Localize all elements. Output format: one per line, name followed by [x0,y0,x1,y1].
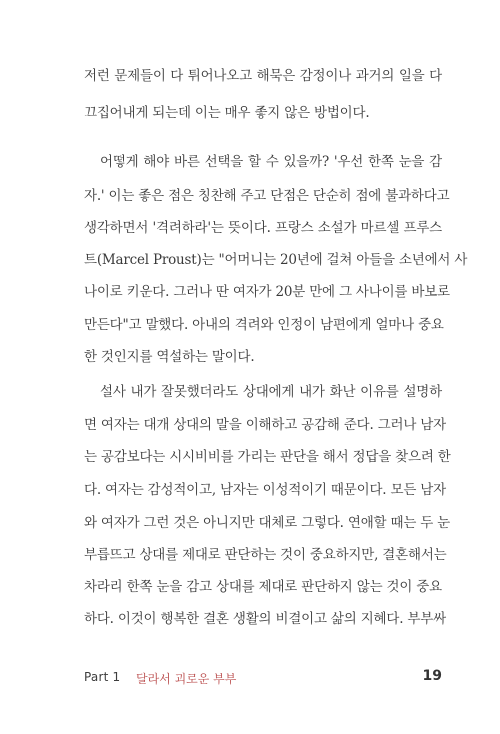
paragraph-line: 부릅뜨고 상대를 제대로 판단하는 것이 중요하지만, 결혼해서는 [84,547,447,563]
paragraph-line: 저런 문제들이 다 튀어나오고 해묵은 감정이나 과거의 일을 다 [84,68,442,84]
page-number: 19 [422,668,442,684]
paragraph-line: 와 여자가 그런 것은 아니지만 대체로 그렇다. 연애할 때는 두 눈 [84,515,451,531]
paragraph-line: 어떻게 해야 바른 선택을 할 수 있을까? '우선 한쪽 눈을 감 [100,154,442,170]
paragraph-line: 면 여자는 대개 상대의 말을 이해하고 공감해 준다. 그러나 남자 [84,417,446,433]
paragraph-line: 는 공감보다는 시시비비를 가리는 판단을 해서 정답을 찾으려 한 [84,449,451,465]
paragraph-line: 하다. 이것이 행복한 결혼 생활의 비결이고 삶의 지혜다. 부부싸 [84,611,446,627]
paragraph-line: 설사 내가 잘못했더라도 상대에게 내가 화난 이유를 설명하 [100,384,442,400]
chapter-title: 달라서 괴로운 부부 [136,672,237,686]
paragraph-line: 생각하면서 '격려하라'는 뜻이다. 프랑스 소설가 마르셀 프루스 [84,220,442,236]
paragraph-line: 차라리 한쪽 눈을 감고 상대를 제대로 판단하지 않는 것이 중요 [84,579,442,595]
paragraph-line: 한 것인지를 역설하는 말이다. [84,349,255,365]
paragraph-line: 끄집어내게 되는데 이는 매우 좋지 않은 방법이다. [84,105,370,121]
paragraph-line: 다. 여자는 감성적이고, 남자는 이성적이기 때문이다. 모든 남자 [84,482,446,498]
page-footer [84,668,442,688]
paragraph-line: 만든다"고 말했다. 아내의 격려와 인정이 남편에게 얼마나 중요 [84,317,444,333]
paragraph-line: 트(Marcel Proust)는 "어머니는 20년에 걸쳐 아들을 소년에서 사 [84,252,468,268]
paragraph-line: 자.' 이는 좋은 점은 칭찬해 주고 단점은 단순히 점에 불과하다고 [84,188,450,204]
part-label: Part 1 [84,670,121,684]
paragraph-line: 나이로 키운다. 그러나 딴 여자가 20분 만에 그 사나이를 바보로 [84,284,450,300]
